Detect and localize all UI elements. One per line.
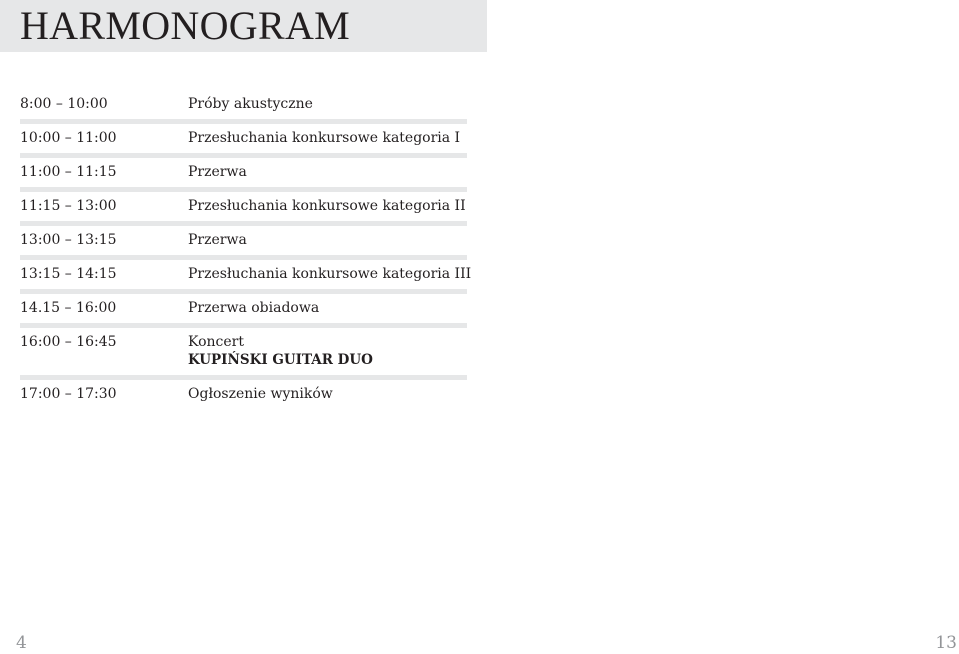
performer-name: KUPIŃSKI GUITAR DUO	[188, 352, 373, 368]
schedule-event: Przerwa obiadowa	[188, 300, 320, 316]
schedule-time: 13:00 – 13:15	[20, 232, 117, 248]
schedule-event: Przesłuchania konkursowe kategoria I	[188, 130, 461, 146]
schedule-row	[20, 323, 467, 375]
schedule-row	[20, 119, 467, 153]
schedule-time: 10:00 – 11:00	[20, 130, 117, 146]
schedule-row	[20, 221, 467, 255]
schedule-row	[20, 289, 467, 323]
title-band	[0, 0, 487, 52]
schedule-event: Przesłuchania konkursowe kategoria III	[188, 266, 472, 282]
schedule-time: 14.15 – 16:00	[20, 300, 117, 316]
schedule-event: Przerwa	[188, 164, 247, 180]
schedule-time: 11:00 – 11:15	[20, 164, 117, 180]
schedule-time: 11:15 – 13:00	[20, 198, 117, 214]
schedule-row	[20, 375, 467, 409]
schedule-time: 16:00 – 16:45	[20, 334, 117, 350]
schedule-time: 8:00 – 10:00	[20, 96, 108, 112]
schedule-event: Próby akustyczne	[188, 96, 313, 112]
schedule-row	[20, 153, 467, 187]
schedule-event: Ogłoszenie wyników	[188, 386, 333, 402]
schedule-event: Przesłuchania konkursowe kategoria II	[188, 198, 466, 214]
schedule-event-block	[188, 333, 467, 369]
schedule-table	[20, 90, 472, 409]
page-number-left: 4	[16, 633, 27, 653]
schedule-time: 17:00 – 17:30	[20, 386, 117, 402]
schedule-row	[20, 187, 467, 221]
schedule-event: Koncert	[188, 334, 244, 350]
schedule-row	[20, 90, 467, 119]
schedule-row	[20, 255, 472, 289]
schedule-event: Przerwa	[188, 232, 247, 248]
schedule-time: 13:15 – 14:15	[20, 266, 117, 282]
page-title: HARMONOGRAM	[20, 3, 350, 48]
page-number-right: 13	[935, 633, 957, 653]
